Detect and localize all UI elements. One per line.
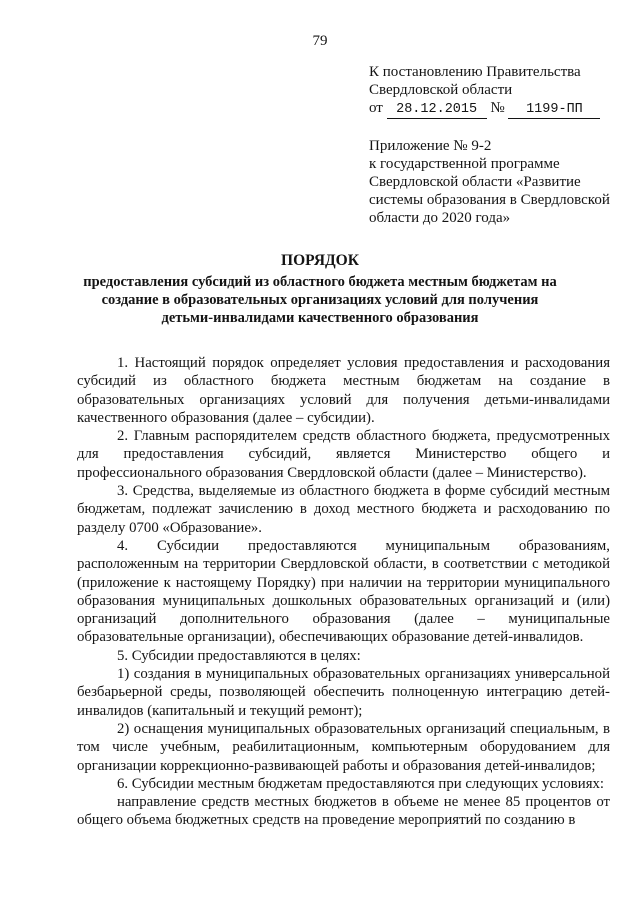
appendix-reference bbox=[369, 137, 627, 227]
reference-line: Свердловской области bbox=[369, 82, 513, 98]
resolution-date: 28.12.2015 bbox=[387, 102, 487, 119]
resolution-number: 1199-ПП bbox=[508, 102, 600, 119]
page-number: 79 bbox=[312, 33, 328, 49]
appendix-line: области до 2020 года» bbox=[369, 210, 511, 226]
body-paragraph: 4. Субсидии предоставляются муниципальным образованиям, расположенным на территории Свердловской области, в соответствии с методикой (приложение к настоящему Порядку) при наличии на территории муниципального образования муниципальных дошкольных образовательных организаций и (или) организаций дополнительного образования (далее – муниципальные образовательные организации), обеспечивающих образование детей-инвалидов. bbox=[77, 537, 610, 646]
appendix-line: к государственной программе bbox=[369, 156, 560, 172]
reference-date-number-line bbox=[369, 99, 627, 119]
resolution-reference bbox=[369, 63, 627, 119]
body-paragraph: 5. Субсидии предоставляются в целях: bbox=[117, 647, 361, 664]
body-paragraph: 1. Настоящий порядок определяет условия предоставления и расходования субсидий из областного бюджета местным бюджетам на создание в образовательных организациях условий для получения детьми-инвалидами качественного образования (далее – субсидии). bbox=[77, 355, 610, 426]
reference-line: К постановлению Правительства bbox=[369, 64, 581, 80]
document-subtitle: предоставления субсидий из областного бюджета местным бюджетам на создание в образовательных организациях условий для получения детьми-инвалидами качественного образования bbox=[83, 274, 557, 326]
appendix-line: Свердловской области «Развитие bbox=[369, 174, 581, 190]
document-title: ПОРЯДОК bbox=[281, 252, 359, 269]
body-paragraph: 2. Главным распорядителем средств областного бюджета, предусмотренных для предоставления субсидий, является Министерство общего и профессионального образования Свердловской области (далее – Министерство). bbox=[77, 428, 610, 481]
appendix-line: Приложение № 9-2 bbox=[369, 138, 492, 154]
body-paragraph: 1) создания в муниципальных образовательных организациях универсальной безбарьерной среды, позволяющей обеспечить полноценную интеграцию детей-инвалидов (капитальный и текущий ремонт); bbox=[77, 666, 610, 719]
document-body bbox=[77, 354, 610, 830]
body-paragraph: 6. Субсидии местным бюджетам предоставляются при следующих условиях: bbox=[117, 775, 605, 792]
body-paragraph: направление средств местных бюджетов в объеме не менее 85 процентов от общего объема бюджетных средств на проведение мероприятий по созданию в bbox=[77, 794, 610, 829]
appendix-line: системы образования в Свердловской bbox=[369, 192, 610, 208]
from-label: от bbox=[369, 100, 383, 116]
body-paragraph: 3. Средства, выделяемые из областного бюджета в форме субсидий местным бюджетам, подлежат зачислению в доход местного бюджета и расходованию по разделу 0700 «Образование». bbox=[77, 483, 610, 536]
number-label: № bbox=[490, 100, 505, 116]
body-paragraph: 2) оснащения муниципальных образовательных организаций специальным, в том числе учебным, реабилитационным, компьютерным оборудованием для организации коррекционно-развивающей работы и образования детей-инвалидов; bbox=[77, 720, 610, 774]
